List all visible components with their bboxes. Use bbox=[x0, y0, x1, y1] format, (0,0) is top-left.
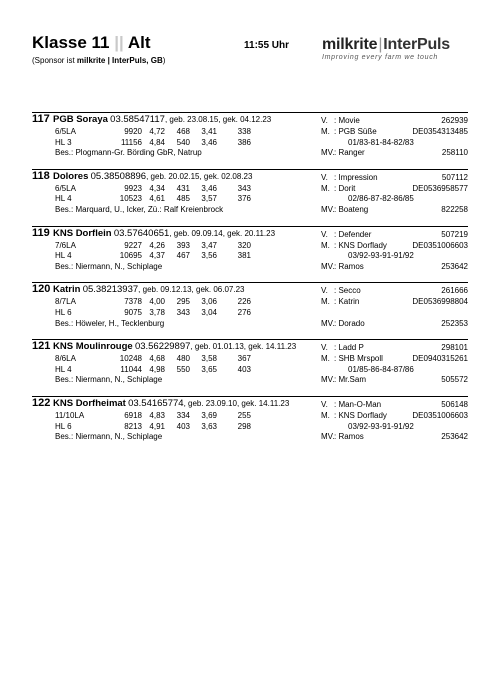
cow-entry bbox=[32, 396, 468, 443]
fat-percent-cell: 4,83 bbox=[149, 410, 165, 420]
sire-name: : Man-O-Man bbox=[334, 399, 382, 409]
sire-name: : Ladd P bbox=[334, 343, 364, 353]
mgs-number: 252353 bbox=[441, 318, 468, 328]
entry-identity bbox=[32, 341, 296, 353]
mgs-number: 505572 bbox=[441, 375, 468, 385]
owner-row bbox=[32, 432, 468, 443]
entry-list bbox=[32, 112, 468, 453]
dam-name: : Dorit bbox=[334, 183, 356, 193]
performance-row-hl bbox=[32, 365, 468, 376]
protein-percent-cell: 3,63 bbox=[201, 421, 217, 431]
protein-percent-cell: 3,47 bbox=[201, 240, 217, 250]
mgs-name: : Ramos bbox=[334, 261, 364, 271]
fat-percent-cell: 4,84 bbox=[149, 137, 165, 147]
dam-name: : KNS Dorflady bbox=[334, 240, 387, 250]
fat-kg-cell: 468 bbox=[176, 127, 190, 136]
milk-kg-cell: 9075 bbox=[124, 307, 142, 317]
protein-kg-cell: 376 bbox=[237, 194, 251, 204]
protein-kg-cell: 403 bbox=[237, 364, 251, 374]
sire-label: V. bbox=[321, 286, 328, 296]
ear-tag-number: 05.38213937 bbox=[82, 284, 139, 296]
dam-line bbox=[321, 297, 468, 308]
sire-name: : Defender bbox=[334, 229, 372, 239]
dam-label: M. bbox=[321, 354, 330, 364]
fat-percent-cell: 4,98 bbox=[149, 364, 165, 374]
owner-row bbox=[32, 375, 468, 386]
dam-label: M. bbox=[321, 410, 330, 420]
ear-tag-number: 03.57640651 bbox=[113, 227, 170, 239]
catalog-number: 119 bbox=[32, 226, 50, 239]
mgs-label: MV. bbox=[321, 375, 335, 385]
ear-tag-number: 03.58547117 bbox=[110, 114, 165, 125]
cow-name: PGB Soraya bbox=[53, 114, 108, 125]
sire-line bbox=[321, 116, 468, 127]
milk-kg-cell: 10248 bbox=[119, 354, 142, 364]
milk-kg-cell: 8213 bbox=[124, 421, 142, 431]
performance-row-lactation bbox=[32, 184, 468, 195]
milk-kg-cell: 10523 bbox=[119, 194, 142, 204]
mgs-label: MV. bbox=[321, 318, 335, 328]
performance-row-lactation bbox=[32, 411, 468, 422]
entry-head bbox=[32, 114, 468, 127]
entry-head bbox=[32, 284, 468, 297]
cow-entry bbox=[32, 226, 468, 273]
catalog-number: 120 bbox=[32, 283, 51, 296]
owner-row bbox=[32, 148, 468, 159]
cow-entry bbox=[32, 339, 468, 386]
hl-cell: HL 4 bbox=[55, 251, 72, 261]
dam-number: DE0536958577 bbox=[412, 183, 468, 193]
performance-row-hl bbox=[32, 308, 468, 319]
protein-percent-cell: 3,65 bbox=[201, 364, 217, 374]
entry-identity bbox=[32, 171, 252, 183]
protein-kg-cell: 276 bbox=[237, 307, 251, 317]
fat-kg-cell: 540 bbox=[176, 137, 190, 147]
mgs-label: MV. bbox=[321, 261, 335, 271]
logo-part-milkrite: milkrite bbox=[322, 36, 378, 53]
sire-line bbox=[321, 230, 468, 241]
catalog-number: 118 bbox=[32, 169, 50, 182]
fat-percent-cell: 4,37 bbox=[149, 251, 165, 261]
fat-kg-cell: 431 bbox=[176, 183, 190, 193]
ear-tag-number: 03.54165774 bbox=[128, 397, 184, 409]
performance-row-lactation bbox=[32, 297, 468, 308]
entry-head bbox=[32, 228, 468, 241]
fat-kg-cell: 295 bbox=[176, 297, 190, 307]
dam-name: : SHB Mrspoll bbox=[334, 354, 383, 364]
protein-percent-cell: 3,58 bbox=[201, 354, 217, 364]
birth-calving-info: , geb. 23.08.15, gek. 04.12.23 bbox=[164, 115, 272, 124]
protein-kg-cell: 298 bbox=[237, 421, 251, 431]
fat-percent-cell: 4,91 bbox=[149, 421, 165, 431]
mgs-number: 253642 bbox=[441, 261, 468, 271]
fat-kg-cell: 467 bbox=[176, 251, 190, 261]
dam-number: DE0354313485 bbox=[412, 127, 468, 136]
sire-number: 298101 bbox=[441, 343, 468, 353]
mgs-name: : Dorado bbox=[334, 318, 365, 328]
fat-percent-cell: 4,72 bbox=[149, 127, 165, 136]
protein-percent-cell: 3,41 bbox=[201, 127, 217, 136]
protein-percent-cell: 3,46 bbox=[201, 183, 217, 193]
owner-info: Bes.: Plogmann-Gr. Börding GbR, Natrup bbox=[55, 148, 202, 158]
sire-number: 507112 bbox=[441, 172, 468, 182]
fat-kg-cell: 550 bbox=[176, 364, 190, 374]
performance-row-lactation bbox=[32, 127, 468, 138]
dam-label: M. bbox=[321, 297, 330, 307]
milk-kg-cell: 11156 bbox=[120, 137, 142, 147]
mgs-number: 253642 bbox=[441, 432, 468, 442]
maternal-grandsire-line bbox=[321, 432, 468, 443]
owner-row bbox=[32, 205, 468, 216]
sire-name: : Impression bbox=[334, 172, 378, 182]
dam-classification: 02/86-87-82-86/85 bbox=[348, 194, 414, 204]
entry-identity bbox=[32, 398, 289, 410]
dam-line bbox=[321, 411, 468, 422]
logo-wordmark bbox=[322, 36, 472, 54]
maternal-grandsire-line bbox=[321, 319, 468, 330]
sire-number: 507219 bbox=[441, 229, 468, 239]
mgs-name: : Mr.Sam bbox=[334, 375, 367, 385]
maternal-grandsire-line bbox=[321, 262, 468, 273]
sponsor-prefix: (Sponsor ist bbox=[32, 56, 77, 65]
lactation-cell: 8/6LA bbox=[55, 354, 76, 364]
dam-name: : Katrin bbox=[334, 297, 360, 307]
milk-kg-cell: 7378 bbox=[124, 297, 142, 307]
cow-entry bbox=[32, 112, 468, 159]
protein-kg-cell: 381 bbox=[237, 251, 251, 261]
protein-kg-cell: 320 bbox=[237, 240, 251, 250]
mgs-label: MV. bbox=[321, 148, 335, 158]
entry-head bbox=[32, 171, 468, 184]
performance-row-hl bbox=[32, 251, 468, 262]
dam-number: DE0940315261 bbox=[412, 354, 468, 364]
dam-line bbox=[321, 184, 468, 195]
owner-info: Bes.: Niermann, N., Schiplage bbox=[55, 375, 163, 385]
fat-percent-cell: 3,78 bbox=[149, 307, 165, 317]
hl-cell: HL 4 bbox=[55, 364, 72, 374]
sire-name: : Secco bbox=[334, 286, 361, 296]
cow-entry bbox=[32, 169, 468, 216]
cow-name: Katrin bbox=[53, 284, 81, 296]
dam-line bbox=[321, 241, 468, 252]
catalog-number: 122 bbox=[32, 396, 51, 409]
mgs-label: MV. bbox=[321, 204, 335, 214]
protein-kg-cell: 338 bbox=[237, 127, 251, 136]
catalog-number: 117 bbox=[32, 113, 50, 125]
lactation-cell: 6/5LA bbox=[55, 183, 76, 193]
sire-line bbox=[321, 173, 468, 184]
mgs-number: 258110 bbox=[441, 148, 468, 158]
birth-calving-info: , geb. 01.01.13, gek. 14.11.23 bbox=[190, 342, 297, 352]
time-label: 11:55 Uhr bbox=[244, 40, 290, 51]
sire-number: 506148 bbox=[441, 399, 468, 409]
owner-row bbox=[32, 319, 468, 330]
sire-label: V. bbox=[321, 116, 328, 125]
protein-percent-cell: 3,46 bbox=[201, 137, 217, 147]
hl-cell: HL 4 bbox=[55, 194, 72, 204]
cow-name: KNS Dorfheimat bbox=[53, 397, 126, 409]
milk-kg-cell: 9920 bbox=[124, 127, 142, 136]
dam-label: M. bbox=[321, 183, 330, 193]
sire-number: 261666 bbox=[441, 286, 468, 296]
fat-kg-cell: 485 bbox=[176, 194, 190, 204]
sire-label: V. bbox=[321, 343, 328, 353]
dam-number: DE0351006603 bbox=[412, 240, 468, 250]
lactation-cell: 11/10LA bbox=[55, 410, 85, 420]
performance-row-hl bbox=[32, 138, 468, 149]
cow-name: KNS Dorflein bbox=[53, 227, 112, 239]
sire-line bbox=[321, 343, 468, 354]
mgs-name: : Ranger bbox=[334, 148, 365, 158]
dam-label: M. bbox=[321, 127, 330, 136]
protein-kg-cell: 343 bbox=[237, 183, 251, 193]
protein-kg-cell: 367 bbox=[237, 354, 251, 364]
dam-name: : PGB Süße bbox=[334, 127, 377, 136]
hl-cell: HL 3 bbox=[55, 137, 72, 147]
mgs-label: MV. bbox=[321, 432, 335, 442]
performance-row-hl bbox=[32, 422, 468, 433]
performance-row-lactation bbox=[32, 354, 468, 365]
protein-percent-cell: 3,06 bbox=[201, 297, 217, 307]
sponsor-logo bbox=[322, 36, 472, 66]
fat-percent-cell: 4,26 bbox=[149, 240, 165, 250]
mgs-number: 822258 bbox=[441, 204, 468, 214]
milk-kg-cell: 11044 bbox=[120, 364, 142, 374]
protein-kg-cell: 386 bbox=[237, 137, 251, 147]
ear-tag-number: 05.38508896 bbox=[90, 170, 147, 182]
cow-name: Dolores bbox=[53, 170, 89, 182]
owner-info: Bes.: Niermann, N., Schiplage bbox=[55, 432, 163, 442]
maternal-grandsire-line bbox=[321, 148, 468, 159]
sire-number: 262939 bbox=[441, 116, 468, 125]
page-title bbox=[32, 33, 151, 53]
fat-percent-cell: 4,34 bbox=[149, 183, 165, 193]
ear-tag-number: 03.56229897 bbox=[134, 341, 191, 353]
entry-head bbox=[32, 398, 468, 411]
owner-info: Bes.: Marquard, U., Icker, Zü.: Ralf Kreienbrock bbox=[55, 204, 224, 214]
page-header bbox=[32, 30, 472, 70]
milk-kg-cell: 9923 bbox=[124, 183, 142, 193]
sponsor-name: milkrite | InterPuls, GB bbox=[76, 56, 163, 65]
lactation-cell: 7/6LA bbox=[55, 240, 76, 250]
fat-percent-cell: 4,68 bbox=[149, 354, 165, 364]
milk-kg-cell: 10695 bbox=[119, 251, 142, 261]
protein-kg-cell: 255 bbox=[237, 410, 251, 420]
protein-percent-cell: 3,04 bbox=[201, 307, 217, 317]
performance-row-hl bbox=[32, 194, 468, 205]
dam-label: M. bbox=[321, 240, 330, 250]
sire-line bbox=[321, 400, 468, 411]
dam-number: DE0351006603 bbox=[412, 410, 468, 420]
sire-label: V. bbox=[321, 399, 328, 409]
entry-head bbox=[32, 341, 468, 354]
entry-identity bbox=[32, 284, 244, 296]
class-title: Klasse 11 bbox=[32, 33, 110, 52]
mgs-name: : Ramos bbox=[334, 432, 364, 442]
lactation-cell: 6/5LA bbox=[55, 127, 76, 136]
fat-kg-cell: 334 bbox=[176, 410, 190, 420]
logo-part-interpuls: InterPuls bbox=[383, 36, 450, 53]
performance-row-lactation bbox=[32, 241, 468, 252]
entry-identity bbox=[32, 114, 271, 126]
maternal-grandsire-line bbox=[321, 205, 468, 216]
mgs-name: : Boateng bbox=[334, 204, 369, 214]
logo-tagline: Improving every farm we touch bbox=[322, 54, 439, 61]
sponsor-line bbox=[32, 56, 165, 65]
dam-classification: 03/92-93-91-91/92 bbox=[348, 421, 414, 431]
owner-info: Bes.: Niermann, N., Schiplage bbox=[55, 261, 163, 271]
cow-name: KNS Moulinrouge bbox=[53, 341, 133, 353]
sire-label: V. bbox=[321, 172, 328, 182]
fat-percent-cell: 4,00 bbox=[149, 297, 165, 307]
protein-percent-cell: 3,69 bbox=[201, 410, 217, 420]
sponsor-suffix: ) bbox=[162, 56, 166, 65]
fat-kg-cell: 403 bbox=[176, 421, 190, 431]
birth-calving-info: , geb. 09.09.14, gek. 20.11.23 bbox=[169, 228, 276, 238]
dam-number: DE0536998804 bbox=[412, 297, 468, 307]
owner-row bbox=[32, 262, 468, 273]
hl-cell: HL 6 bbox=[55, 307, 72, 317]
lactation-cell: 8/7LA bbox=[55, 297, 76, 307]
dam-line bbox=[321, 354, 468, 365]
milk-kg-cell: 9227 bbox=[124, 240, 142, 250]
entry-identity bbox=[32, 228, 275, 240]
protein-percent-cell: 3,56 bbox=[201, 251, 217, 261]
sire-name: : Movie bbox=[334, 116, 360, 125]
milk-kg-cell: 6918 bbox=[124, 410, 142, 420]
fat-kg-cell: 393 bbox=[176, 240, 190, 250]
sire-label: V. bbox=[321, 229, 328, 239]
birth-calving-info: , geb. 23.09.10, gek. 14.11.23 bbox=[183, 398, 290, 408]
hl-cell: HL 6 bbox=[55, 421, 72, 431]
dam-classification: 01/83-81-84-82/83 bbox=[348, 137, 414, 147]
dam-classification: 01/85-86-84-87/86 bbox=[348, 364, 414, 374]
protein-kg-cell: 226 bbox=[237, 297, 251, 307]
sire-line bbox=[321, 286, 468, 297]
fat-percent-cell: 4,61 bbox=[149, 194, 165, 204]
catalog-number: 121 bbox=[32, 340, 51, 353]
maternal-grandsire-line bbox=[321, 375, 468, 386]
title-separator: || bbox=[114, 33, 124, 52]
dam-classification: 03/92-93-91-91/92 bbox=[348, 251, 414, 261]
fat-kg-cell: 480 bbox=[176, 354, 190, 364]
owner-info: Bes.: Höweler, H., Tecklenburg bbox=[55, 318, 165, 328]
dam-name: : KNS Dorflady bbox=[334, 410, 387, 420]
cow-entry bbox=[32, 282, 468, 329]
logo-separator: | bbox=[378, 36, 383, 53]
fat-kg-cell: 343 bbox=[176, 307, 190, 317]
dam-line bbox=[321, 127, 468, 138]
birth-calving-info: , geb. 20.02.15, gek. 02.08.23 bbox=[146, 171, 253, 181]
protein-percent-cell: 3,57 bbox=[201, 194, 217, 204]
class-subtitle: Alt bbox=[127, 33, 151, 52]
birth-calving-info: , geb. 09.12.13, gek. 06.07.23 bbox=[138, 285, 245, 295]
